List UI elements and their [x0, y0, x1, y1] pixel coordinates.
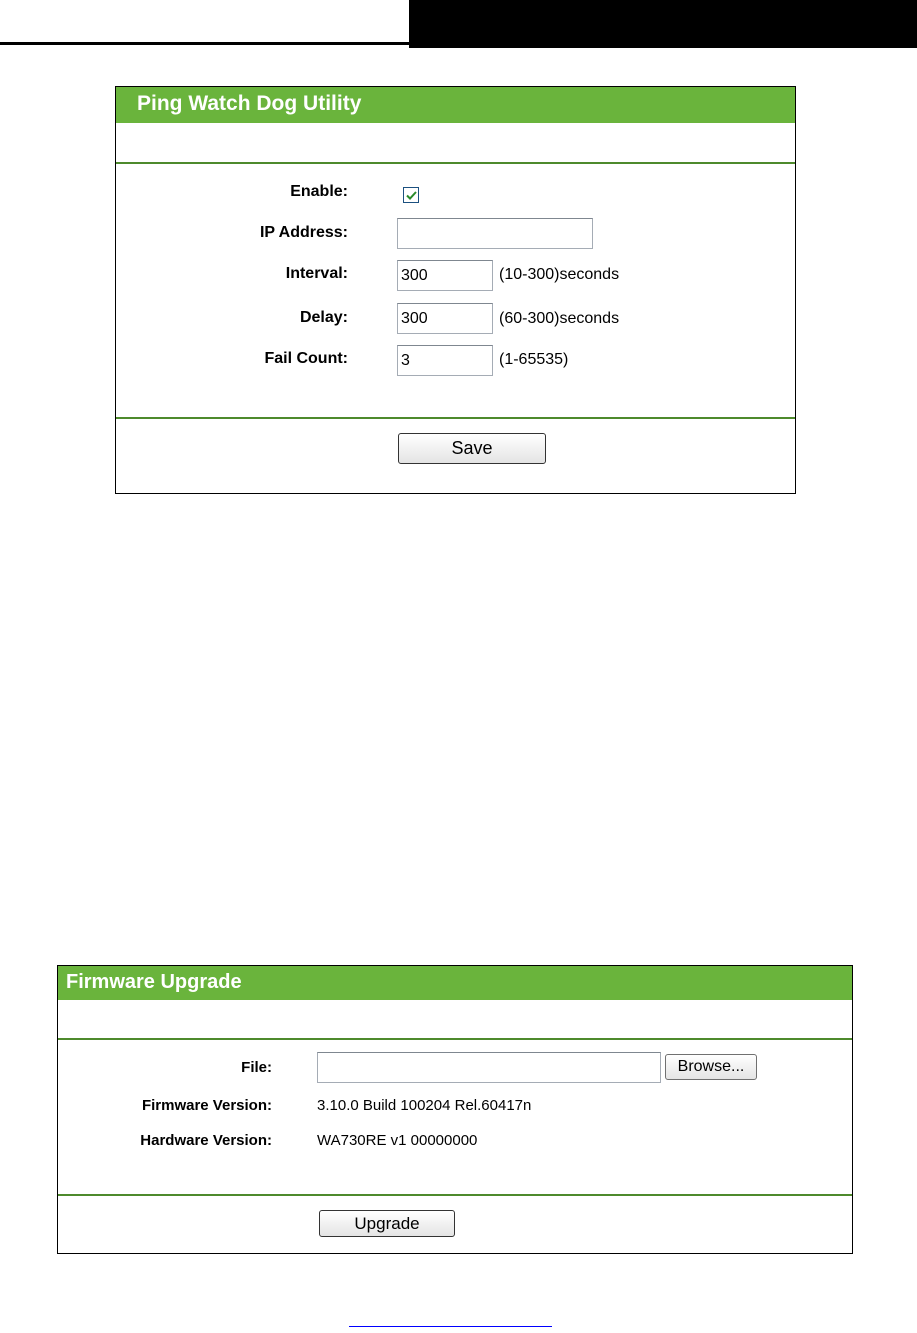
interval-hint: (10-300)seconds [499, 266, 620, 283]
firmware-bottom-divider [58, 1194, 852, 1196]
firmware-top-divider [58, 1038, 852, 1040]
ip-address-label: IP Address: [259, 224, 348, 241]
checkmark-icon [405, 189, 418, 202]
firmware-title-bar [58, 966, 852, 1000]
fail-count-label: Fail Count: [264, 350, 348, 367]
hardware-version-value: WA730RE v1 00000000 [317, 1132, 478, 1149]
delay-hint: (60-300)seconds [499, 310, 620, 327]
browse-button[interactable]: Browse... [665, 1054, 757, 1080]
firmware-version-value: 3.10.0 Build 100204 Rel.60417n [317, 1097, 532, 1114]
interval-input[interactable] [397, 260, 493, 291]
firmware-upgrade-panel [57, 965, 853, 1254]
enable-label: Enable: [290, 183, 348, 200]
upgrade-button[interactable]: Upgrade [319, 1210, 455, 1237]
file-input[interactable] [317, 1052, 661, 1083]
fail-count-hint: (1-65535) [499, 351, 569, 368]
hardware-version-label: Hardware Version: [140, 1132, 272, 1149]
interval-label: Interval: [285, 265, 348, 282]
delay-label: Delay: [299, 309, 348, 326]
ip-address-input[interactable] [397, 218, 593, 249]
firmware-version-label: Firmware Version: [141, 1097, 272, 1114]
save-button[interactable]: Save [398, 433, 546, 464]
header-black-band [409, 0, 917, 48]
firmware-title: Firmware Upgrade [66, 971, 242, 993]
header-white-band [0, 0, 409, 45]
enable-checkbox[interactable] [403, 187, 419, 203]
delay-input[interactable] [397, 303, 493, 334]
document-header [0, 0, 917, 48]
file-label: File: [241, 1059, 272, 1076]
footer-link-underline[interactable] [349, 1326, 552, 1327]
ping-watchdog-title-bar [116, 87, 795, 123]
ping-watchdog-top-divider [116, 162, 795, 164]
ping-watchdog-bottom-divider [116, 417, 795, 419]
ping-watchdog-panel [115, 86, 796, 494]
ping-watchdog-title: Ping Watch Dog Utility [137, 92, 362, 115]
fail-count-input[interactable] [397, 345, 493, 376]
